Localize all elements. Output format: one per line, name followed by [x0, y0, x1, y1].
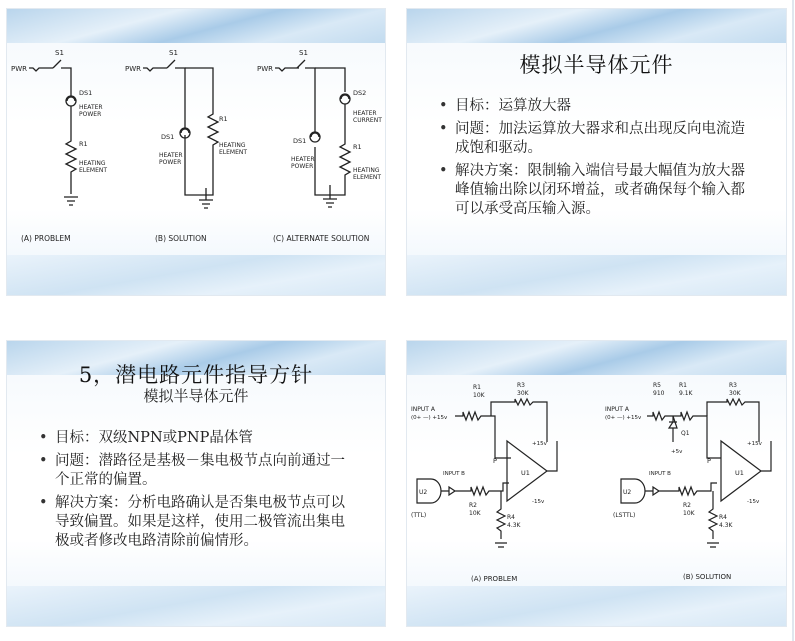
label-input-a-range-b: (0+ —) +15v — [605, 415, 642, 421]
caption-problem: (A) PROBLEM — [21, 234, 71, 243]
label-r3-b-val: 30K — [729, 390, 741, 397]
label-lsttl: (LSTTL) — [613, 512, 636, 519]
label-r2-a: R2 — [469, 502, 477, 509]
circuit-b — [605, 382, 771, 581]
label-r5-val: 910 — [653, 390, 665, 397]
label-element-a: ELEMENT — [79, 167, 108, 174]
label-heating-c: HEATING — [353, 167, 380, 174]
slide-footer-band — [407, 255, 786, 295]
label-plus15-a: +15v — [532, 441, 547, 447]
label-r2-a-val: 10K — [469, 510, 481, 517]
window-edge — [792, 0, 794, 641]
label-power-b: POWER — [159, 159, 182, 166]
label-input-b-b: INPUT B — [649, 471, 671, 477]
label-minus15-b: -15v — [747, 499, 760, 505]
label-u1-a: U1 — [521, 469, 530, 477]
label-r1-a: R1 — [473, 384, 481, 391]
label-p-a: P — [493, 457, 497, 465]
label-input-a: INPUT A — [411, 406, 435, 413]
label-r4-a: R4 — [507, 514, 515, 521]
label-r3-b: R3 — [729, 382, 737, 389]
label-pwr-c: PWR — [257, 65, 274, 73]
label-ds1-b: DS1 — [161, 133, 175, 141]
op-amp-circuit-diagram — [407, 341, 786, 626]
label-p-b: P — [707, 457, 711, 465]
label-input-a-b: INPUT A — [605, 406, 629, 413]
label-r4-b-val: 4.3K — [719, 522, 733, 529]
bullet-item-solution: • 解决方案：分析电路确认是否集电极节点可以导致偏置。如果是这样，使用二极管流出集电极或者修改电路清除前偏情形。 — [37, 494, 357, 551]
label-r2-b: R2 — [683, 502, 691, 509]
circuit-a — [11, 49, 107, 243]
label-ds1-a: DS1 — [79, 89, 93, 97]
caption-alternate: (C) ALTERNATE SOLUTION — [273, 234, 370, 243]
slide-op-amp-circuits — [406, 340, 787, 627]
caption-solution: (B) SOLUTION — [683, 573, 732, 581]
label-input-a-range: (0+ —) +15v — [411, 415, 448, 421]
label-r4-a-val: 4.3K — [507, 522, 521, 529]
label-u1-b: U1 — [735, 469, 744, 477]
label-r1-a-val: 10K — [473, 392, 485, 399]
bullet-item-target: • 目标：运算放大器 — [437, 97, 757, 116]
label-r1-b: R1 — [219, 115, 228, 123]
label-q1: Q1 — [681, 430, 690, 437]
bullet-item-target: • 目标：双级NPN或PNP晶体管 — [37, 429, 357, 448]
slide-subtitle: 模拟半导体元件 — [143, 387, 249, 405]
label-ds1-c: DS1 — [293, 137, 307, 145]
label-minus15-a: -15v — [532, 499, 545, 505]
label-s1-a: S1 — [55, 49, 64, 57]
label-heater-c: HEATER — [353, 110, 377, 117]
label-u2-b: U2 — [623, 489, 632, 496]
label-r2-b-val: 10K — [683, 510, 695, 517]
slide-title: 模拟半导体元件 — [519, 53, 674, 77]
label-r3-a-val: 30K — [517, 390, 529, 397]
slide-header-band — [407, 9, 786, 43]
slide-op-amp — [406, 8, 787, 296]
slide-heater-circuits — [6, 8, 386, 296]
label-r3-a: R3 — [517, 382, 525, 389]
heater-circuit-diagram — [7, 9, 385, 295]
label-r1-a: R1 — [79, 140, 88, 148]
label-current-c: CURRENT — [353, 117, 382, 124]
label-s1-b: S1 — [169, 49, 178, 57]
label-u2-a: U2 — [419, 489, 428, 496]
label-element-c: ELEMENT — [353, 174, 382, 181]
label-r1-b: R1 — [679, 382, 687, 389]
circuit-b — [125, 49, 247, 243]
label-r1-b-val: 9.1K — [679, 390, 693, 397]
bullet-list — [37, 429, 357, 555]
bullet-item-solution: • 解决方案：限制输入端信号最大幅值为放大器峰值输出除以闭环增益，或者确保每个输入都可以承受高压输入源。 — [437, 162, 757, 219]
caption-problem: (A) PROBLEM — [471, 575, 518, 583]
bullet-item-problem: • 问题：加法运算放大器求和点出现反向电流造成饱和驱动。 — [437, 120, 757, 158]
slide-footer-band — [7, 586, 385, 626]
circuit-a — [411, 382, 557, 583]
bullet-item-problem: • 问题：潜路径是基极－集电极节点向前通过一个正常的偏置。 — [37, 452, 357, 490]
label-r4-b: R4 — [719, 514, 727, 521]
bullet-list — [437, 97, 757, 223]
label-plus15-b: +15v — [747, 441, 762, 447]
label-s1-c: S1 — [299, 49, 308, 57]
label-heater-c2: HEATER — [291, 156, 315, 163]
label-pwr-b: PWR — [125, 65, 142, 73]
label-r1-c: R1 — [353, 143, 362, 151]
circuit-c — [257, 49, 382, 243]
label-heating-b: HEATING — [219, 142, 246, 149]
label-pwr-a: PWR — [11, 65, 28, 73]
label-element-b: ELEMENT — [219, 149, 248, 156]
label-heater-a: HEATER — [79, 104, 103, 111]
slide-transistor — [6, 340, 386, 627]
label-r5: R5 — [653, 382, 661, 389]
label-power-a: POWER — [79, 111, 102, 118]
caption-solution: (B) SOLUTION — [155, 234, 207, 243]
label-input-b-a: INPUT B — [443, 471, 465, 477]
label-heating-a: HEATING — [79, 160, 106, 167]
label-ttl: (TTL) — [411, 512, 427, 519]
label-ds2: DS2 — [353, 89, 367, 97]
label-plus5: +5v — [671, 449, 683, 455]
label-power-c2: POWER — [291, 163, 314, 170]
slide-title: 5，潜电路元件指导方针 — [78, 363, 314, 387]
label-heater-b: HEATER — [159, 152, 183, 159]
